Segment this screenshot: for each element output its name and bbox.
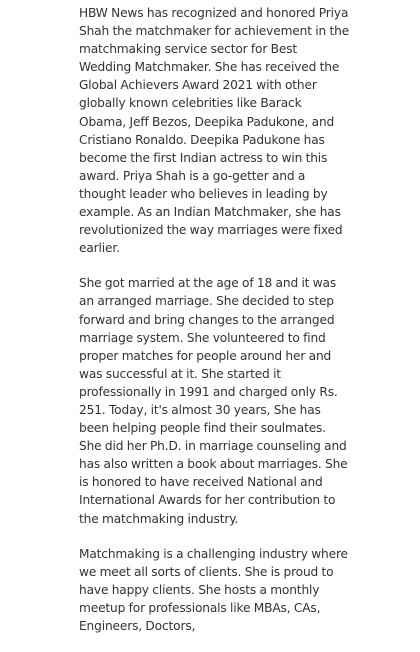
article-paragraph-2: She got married at the age of 18 and it was an arranged marriage. She decided to step forward and bring changes to the arranged marriage system. She volunteered to find proper matches for people around her and was successful at it. She started it professionally in 1991 and charged only Rs. 251. Today, it's almost 30 years, She has been helping people find their soulmates. She did her Ph.D. in marriage counseling and has also written a book about marriages. She is honored to have received National and International Awards for her contribution to the matchmaking industry. (79, 276, 348, 526)
article-paragraph-3: Matchmaking is a challenging industry where we meet all sorts of clients. She is proud to have happy clients. She hosts a monthly meetup for professionals like MBAs, CAs, Engineers, Doctors, (79, 546, 348, 633)
article-body (79, 4, 351, 652)
article-paragraph-1: HBW News has recognized and honored Priya Shah the matchmaker for achievement in the matchmaking service sector for Best Wedding Matchmaker. She has received the Global Achievers Award 2021 with other globally known celebrities like Barack Obama, Jeff Bezos, Deepika Padukone, and Cristiano Ronaldo. Deepika Padukone has become the first Indian actress to win this award. Priya Shah is a go-getter and a thought leader who believes in leading by example. As an Indian Matchmaker, she has revolutionized the way marriages were fixed earlier. (79, 6, 350, 256)
